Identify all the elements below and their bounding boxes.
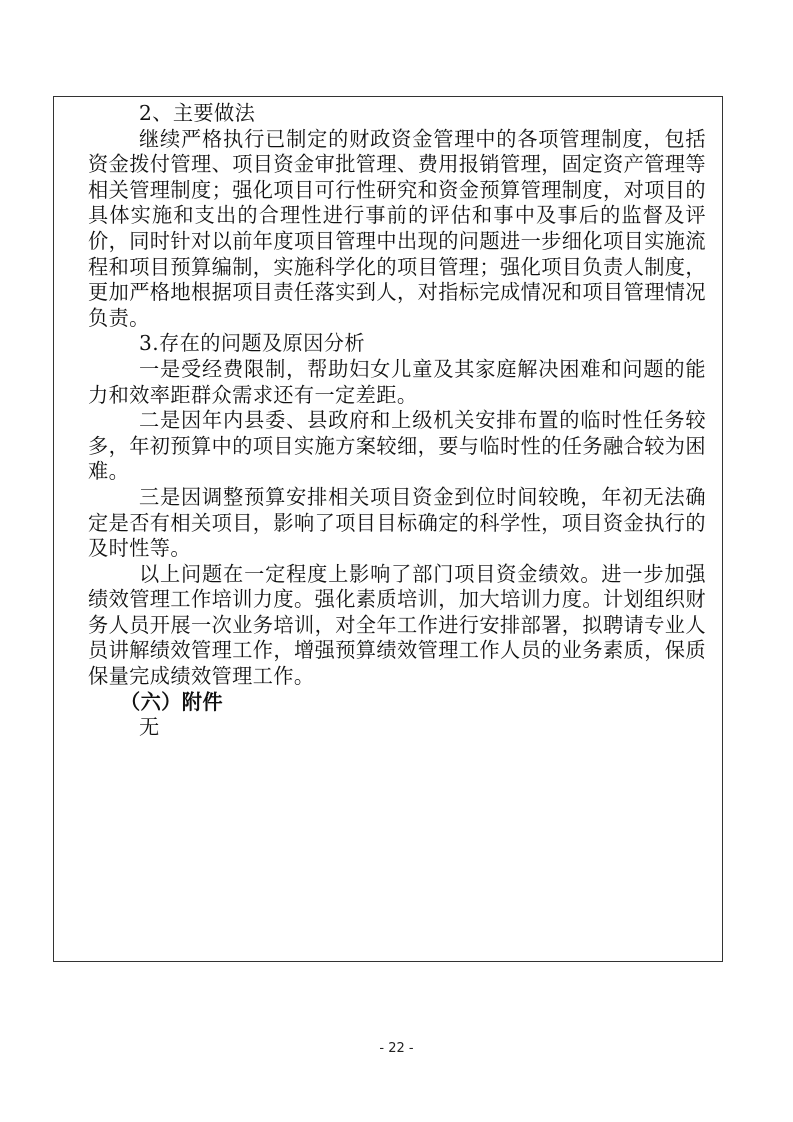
- attachment-heading: （六）附件: [120, 689, 223, 714]
- section-3-title: 3.存在的问题及原因分析: [139, 331, 365, 356]
- issue-paragraph-1: 一是受经费限制，帮助妇女儿童及其家庭解决困难和问题的能力和效率距群众需求还有一定差距。: [88, 356, 706, 407]
- section-2-body: 继续严格执行已制定的财政资金管理中的各项管理制度，包括资金拨付管理、项目资金审批管理、费用报销管理，固定资产管理等相关管理制度；强化项目可行性研究和资金预算管理制度，对项目的具体实施和支出的合理性进行事前的评估和事中及事后的监督及评价，同时针对以前年度项目管理中出现的问题进一步细化项目实施流程和项目预算编制，实施科学化的项目管理；强化项目负责人制度，更加严格地根据项目责任落实到人，对指标完成情况和项目管理情况负责。: [88, 126, 706, 330]
- summary-paragraph: 以上问题在一定程度上影响了部门项目资金绩效。进一步加强绩效管理工作培训力度。强化素质培训，加大培训力度。计划组织财务人员开展一次业务培训，对全年工作进行安排部署，拟聘请专业人员讲解绩效管理工作，增强预算绩效管理工作人员的业务素质，保质保量完成绩效管理工作。: [88, 561, 706, 689]
- document-content: [88, 101, 706, 741]
- page-number: - 22 -: [379, 1041, 414, 1056]
- attachment-value: 无: [139, 715, 160, 740]
- issue-paragraph-2: 二是因年内县委、县政府和上级机关安排布置的临时性任务较多，年初预算中的项目实施方案较细，要与临时性的任务融合较为困难。: [88, 408, 706, 484]
- section-2-title: 2、主要做法: [139, 101, 256, 125]
- document-frame: [53, 96, 723, 962]
- issue-paragraph-3: 三是因调整预算安排相关项目资金到位时间较晚，年初无法确定是否有相关项目，影响了项目目标确定的科学性，项目资金执行的及时性等。: [88, 484, 706, 561]
